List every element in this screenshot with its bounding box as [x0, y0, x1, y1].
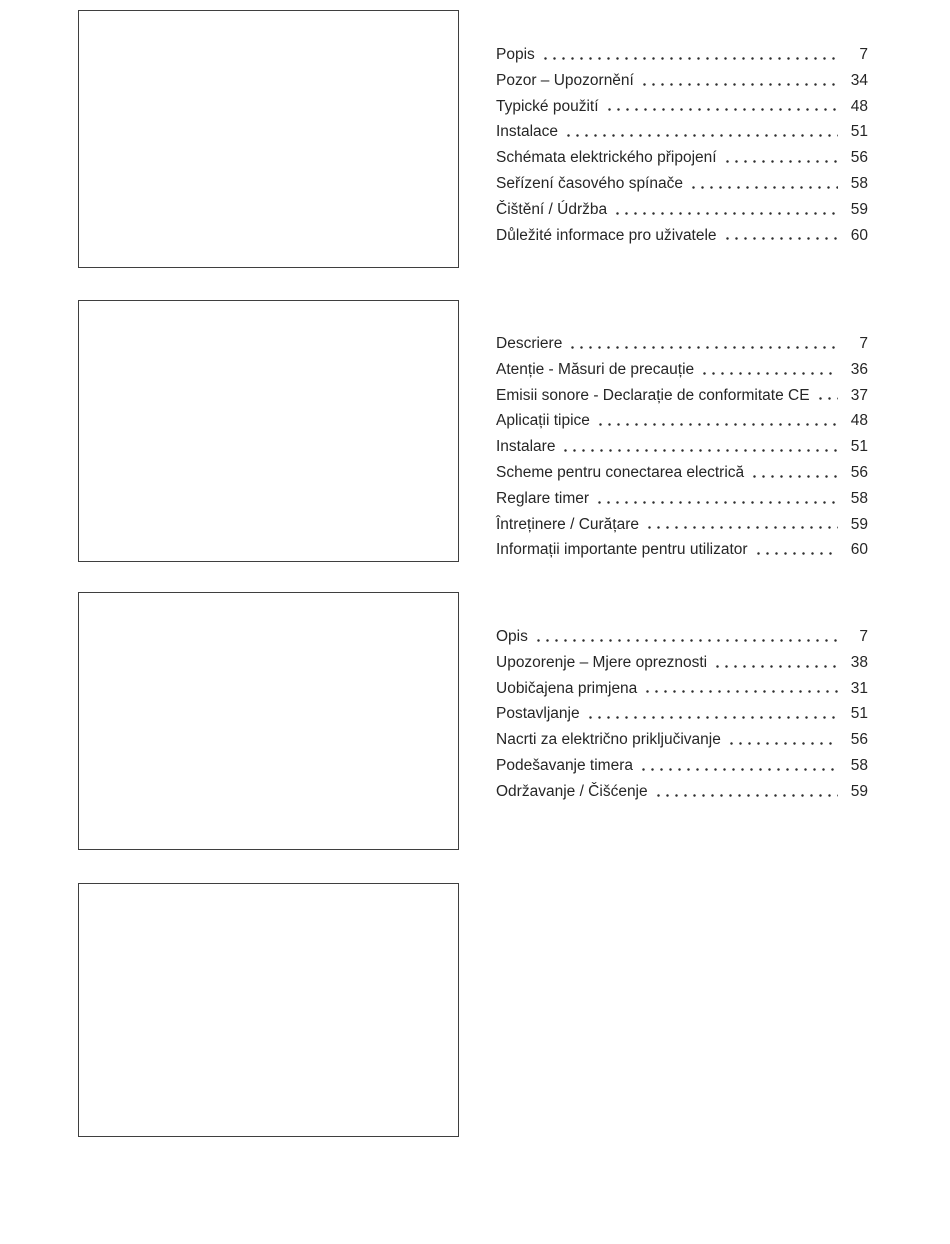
toc-entry [496, 650, 868, 676]
toc-entry-page-number: 56 [850, 463, 868, 481]
dot-leader [654, 779, 838, 805]
toc-entry-page-number: 48 [850, 412, 868, 430]
toc-entry-page-number: 60 [850, 541, 868, 559]
toc-entry [496, 486, 868, 512]
toc-entry-label: Întreținere / Curățare [496, 515, 640, 533]
toc-entry [496, 119, 868, 145]
toc-entry-label: Důležité informace pro uživatele [496, 226, 717, 244]
toc-entry-page-number: 37 [850, 386, 868, 404]
dot-leader [645, 512, 838, 538]
toc-entry [496, 537, 868, 563]
toc-entry [496, 42, 868, 68]
toc-entry [496, 676, 868, 702]
toc-entry-label: Reglare timer [496, 489, 590, 507]
toc-entry-page-number: 51 [850, 705, 868, 723]
toc-entry-label: Instalace [496, 123, 559, 141]
dot-leader [754, 537, 838, 563]
toc-entry-page-number: 51 [850, 438, 868, 456]
dot-leader [586, 701, 838, 727]
toc-entry [496, 223, 868, 249]
toc-entry-label: Podešavanje timera [496, 756, 633, 774]
dot-leader [605, 94, 838, 120]
toc-entry-label: Atenție - Măsuri de precauție [496, 360, 695, 378]
dot-leader [713, 650, 838, 676]
toc-entry-page-number: 7 [859, 335, 868, 352]
toc-entry-page-number: 34 [850, 71, 868, 89]
toc-entry-page-number: 56 [850, 731, 868, 749]
toc-section [496, 624, 868, 805]
dot-leader [643, 676, 838, 702]
dot-leader [596, 408, 838, 434]
toc-entry [496, 171, 868, 197]
toc-entry [496, 145, 868, 171]
toc-entry-page-number: 58 [850, 756, 868, 774]
toc-entry [496, 357, 868, 383]
toc-entry-page-number: 7 [859, 628, 868, 645]
dot-leader [595, 486, 838, 512]
figure-placeholder-box-3 [78, 592, 459, 850]
toc-entry-page-number: 60 [850, 226, 868, 244]
toc-entry-label: Scheme pentru conectarea electrică [496, 463, 745, 481]
toc-entry [496, 779, 868, 805]
dot-leader [689, 171, 838, 197]
figure-placeholder-box-1 [78, 10, 459, 268]
toc-entry-page-number: 51 [850, 123, 868, 141]
toc-entry-page-number: 48 [850, 97, 868, 115]
toc-entry-label: Nacrti za električno priključivanje [496, 731, 721, 749]
toc-entry-page-number: 59 [850, 515, 868, 533]
dot-leader [750, 460, 838, 486]
toc-entry-label: Emisii sonore - Declarație de conformitate CE [496, 386, 810, 404]
toc-entry-label: Opis [496, 628, 528, 645]
toc-entry [496, 408, 868, 434]
dot-leader [568, 331, 838, 357]
toc-entry-page-number: 7 [859, 46, 868, 63]
toc-entry [496, 197, 868, 223]
toc-entry [496, 383, 868, 409]
figure-placeholder-box-4 [78, 883, 459, 1137]
toc-entry-label: Popis [496, 46, 535, 63]
toc-entry [496, 512, 868, 538]
dot-leader [727, 727, 838, 753]
toc-entry-label: Upozorenje – Mjere opreznosti [496, 653, 708, 671]
toc-entry-page-number: 56 [850, 149, 868, 167]
toc-entry-label: Schémata elektrického připojení [496, 149, 717, 167]
toc-entry-page-number: 59 [850, 200, 868, 218]
toc-entry [496, 753, 868, 779]
dot-leader [639, 753, 838, 779]
toc-entry-page-number: 36 [850, 360, 868, 378]
toc-entry-label: Aplicații tipice [496, 412, 590, 430]
toc-entry-page-number: 38 [850, 653, 868, 671]
dot-leader [541, 42, 838, 68]
figure-placeholder-box-2 [78, 300, 459, 562]
toc-entry [496, 727, 868, 753]
dot-leader [640, 68, 838, 94]
toc-entry [496, 434, 868, 460]
toc-entry [496, 331, 868, 357]
dot-leader [723, 145, 838, 171]
toc-section [496, 42, 868, 248]
toc-entry-label: Instalare [496, 438, 556, 456]
toc-entry-page-number: 31 [850, 679, 868, 697]
toc-section [496, 331, 868, 563]
toc-entry [496, 94, 868, 120]
toc-entry-label: Pozor – Upozornění [496, 71, 634, 89]
dot-leader [534, 624, 838, 650]
dot-leader [723, 223, 838, 249]
toc-entry-label: Uobičajena primjena [496, 679, 638, 697]
toc-entry [496, 68, 868, 94]
toc-entry [496, 460, 868, 486]
toc-entry-label: Seřízení časového spínače [496, 174, 683, 192]
toc-entry-label: Postavljanje [496, 705, 580, 723]
dot-leader [564, 119, 838, 145]
toc-entry-label: Čištění / Údržba [496, 200, 608, 218]
toc-entry-label: Descriere [496, 335, 563, 352]
dot-leader [613, 197, 838, 223]
toc-entry-page-number: 58 [850, 489, 868, 507]
dot-leader [816, 383, 838, 409]
toc-entry-page-number: 59 [850, 782, 868, 800]
toc-entry [496, 624, 868, 650]
dot-leader [561, 434, 838, 460]
toc-entry-label: Typické použití [496, 97, 599, 115]
toc-entry-label: Održavanje / Čišćenje [496, 782, 648, 800]
toc-entry-page-number: 58 [850, 174, 868, 192]
toc-entry [496, 701, 868, 727]
dot-leader [700, 357, 838, 383]
toc-entry-label: Informații importante pentru utilizator [496, 541, 748, 559]
